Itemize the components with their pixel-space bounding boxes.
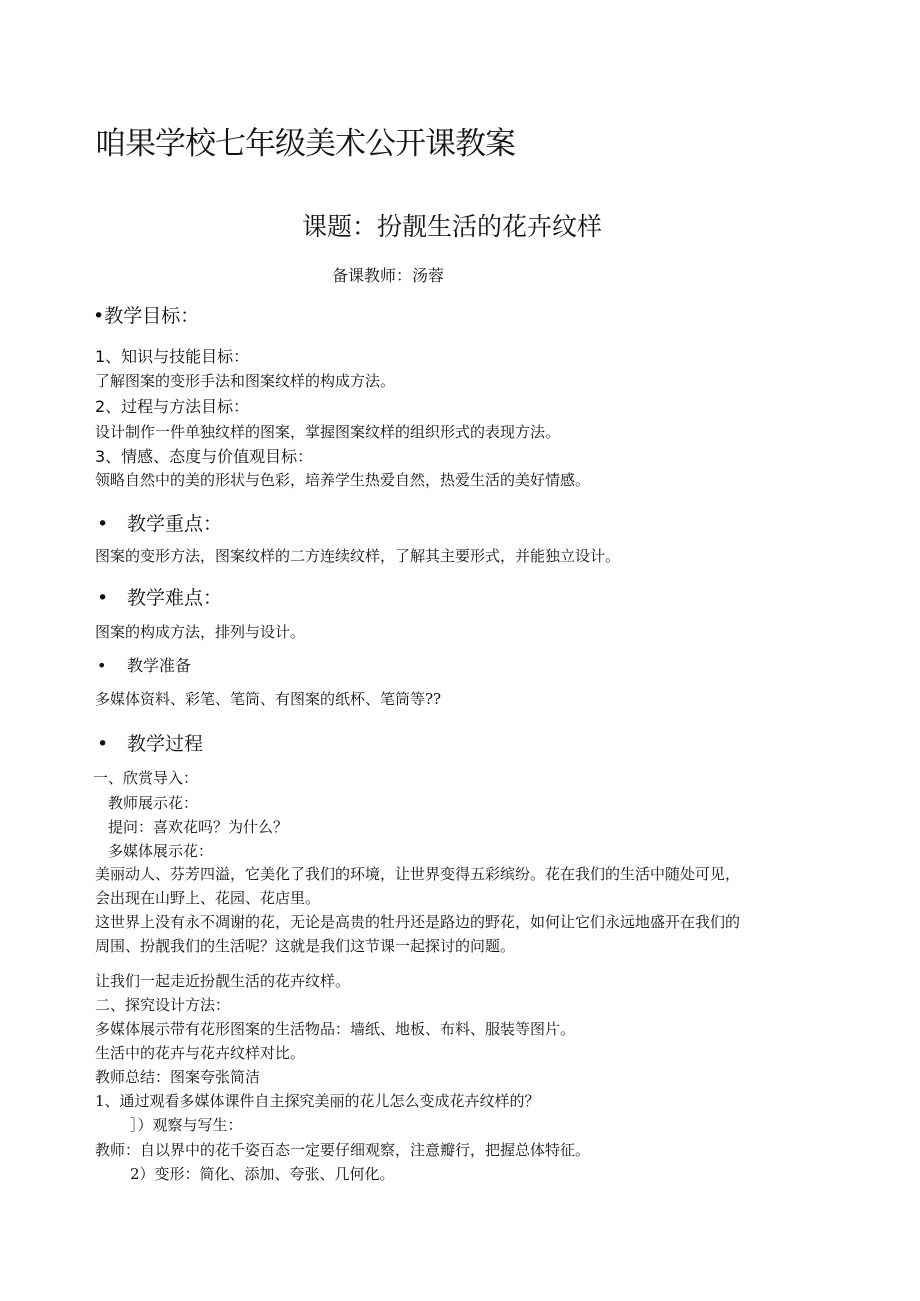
difficulties-text: 图案的构成方法，排列与设计。	[95, 623, 306, 641]
key-points-heading-label: 教学重点：	[127, 513, 223, 535]
bullet-icon: •	[97, 587, 109, 609]
bullet-icon: •	[97, 733, 109, 755]
process-method-heading: 2、过程与方法目标：	[95, 397, 250, 416]
process-line: 周围、扮靓我们的生活呢？这就是我们这节课一起探讨的问题。	[95, 937, 516, 955]
difficulties-heading	[97, 583, 222, 610]
preparation-heading-label: 教学准备	[127, 656, 192, 675]
difficulties-heading-label: 教学难点：	[127, 587, 223, 609]
process-line: 多媒体展示花：	[108, 842, 214, 860]
key-points-heading	[97, 509, 222, 536]
knowledge-heading: 1、知识与技能目标：	[95, 347, 250, 366]
school-title: 咱果学校七年级美术公开课教案	[95, 126, 515, 162]
preparation-heading	[97, 653, 191, 676]
process-line: 多媒体展示带有花形图案的生活物品：墙纸、地板、布料、服装等图片。	[95, 1020, 576, 1038]
emotion-text: 领略自然中的美的形状与色彩，培养学生热爱自然，热爱生活的美好情感。	[95, 471, 591, 489]
knowledge-text: 了解图案的变形手法和图案纹样的构成方法。	[95, 372, 396, 390]
process-line: 教师展示花：	[108, 794, 199, 812]
process-line: 教师：自以界中的花千姿百态一定要仔细观察，注意瓣行，把握总体特征。	[95, 1141, 591, 1159]
process-line: 这世界上没有永不凋谢的花，无论是高贵的牡丹还是路边的野花，如何让它们永远地盛开在我们的	[95, 913, 741, 931]
process-line: 教师总结：图案夸张简洁	[95, 1068, 261, 1086]
process-heading	[97, 729, 203, 756]
process-line: 二、探究设计方法：	[95, 996, 231, 1014]
lesson-title: 课题：扮靓生活的花卉纹样	[302, 212, 603, 241]
process-line: 让我们一起走近扮靓生活的花卉纹样。	[95, 972, 351, 990]
emotion-heading: 3、情感、态度与价值观目标：	[95, 447, 314, 466]
process-line: 2）变形：简化、添加、夸张、几何化。	[130, 1165, 395, 1183]
process-line: 会出现在山野上、花园、花店里。	[95, 889, 321, 907]
process-method-text: 设计制作一件单独纹样的图案，掌握图案纹样的组织形式的表现方法。	[95, 423, 561, 441]
bullet-icon: •	[97, 656, 107, 675]
bullet-icon: •	[97, 513, 109, 535]
process-heading-label: 教学过程	[127, 733, 204, 755]
process-line: 1、通过观看多媒体课件自主探究美丽的花儿怎么变成花卉纹样的？	[95, 1092, 540, 1110]
process-line: 生活中的花卉与花卉纹样对比。	[95, 1044, 306, 1062]
objectives-heading: •教学目标：	[93, 305, 200, 327]
process-line: ］）观察与写生：	[130, 1116, 243, 1134]
preparation-text: 多媒体资料、彩笔、笔筒、有图案的纸杯、笔筒等??	[95, 690, 442, 708]
teacher-name: 备课教师：汤蓉	[332, 266, 445, 285]
process-line: 提问：喜欢花吗？为什么？	[108, 818, 289, 836]
key-points-text: 图案的变形方法，图案纹样的二方连续纹样，了解其主要形式，并能独立设计。	[95, 547, 621, 565]
process-line: 一、欣赏导入：	[93, 769, 199, 787]
process-line: 美丽动人、芬芳四溢，它美化了我们的环境，让世界变得五彩缤纷。花在我们的生活中随处可见，	[95, 865, 741, 883]
